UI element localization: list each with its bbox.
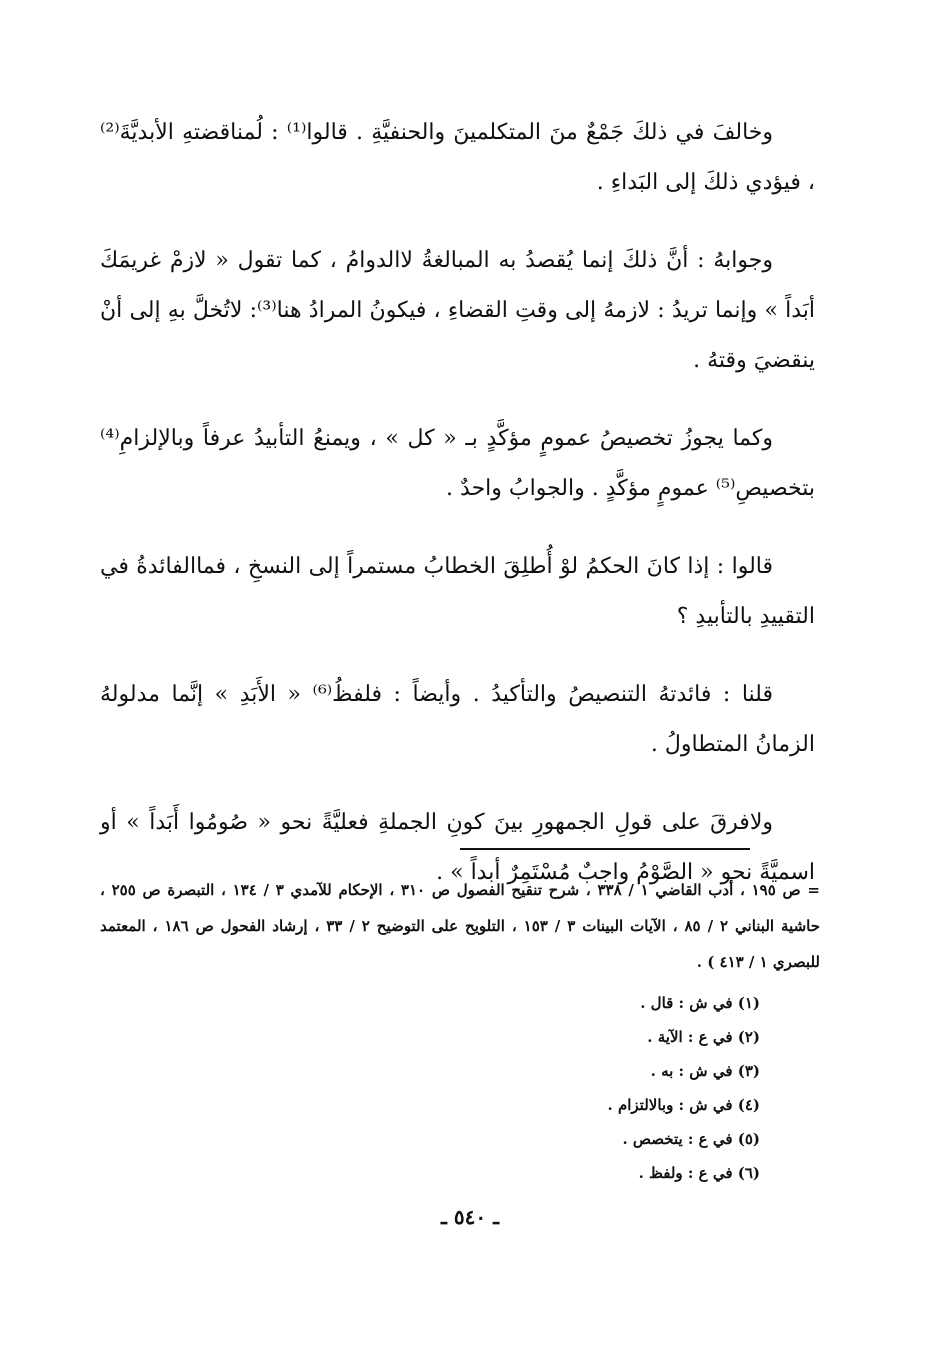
paragraph-5: قلنا : فائدتهُ التنصيصُ والتأكيدُ . وأيضاً : فلفظُ⁽⁶⁾ « الأَبَدِ » إنَّما مدلولهُ الزمانُ المتطاولُ . <box>100 682 815 757</box>
paragraph-2: وجوابهُ : أنَّ ذلكَ إنما يُقصدُ به المبالغةُ لاالدوامُ ، كما تقول « لازمْ غريمَكَ أبَداً » وإنما تريدُ : لازمهُ إلى وقتِ القضاءِ ، فيكونُ المرادُ هنا⁽³⁾: لاتُخلَّ بهِ إلى أنْ ينقضيَ وقتهُ . <box>100 248 815 373</box>
paragraph-3: وكما يجوزُ تخصيصُ عمومٍ مؤكَّدٍ بـ « كل » ، ويمنعُ التأبيدُ عرفاً وبالإلزامِ⁽⁴⁾ بتخصيصِ⁽⁵⁾ عمومٍ مؤكَّدٍ . والجوابُ واحدٌ . <box>100 426 815 501</box>
paragraph-1: وخالفَ في ذلكَ جَمْعٌ منَ المتكلمينَ والحنفيَّةِ . قالوا⁽¹⁾ : لُمناقضتهِ الأبديَّةَ⁽²⁾ ، فيؤدي ذلكَ إلى البَداءِ . <box>100 120 815 195</box>
page-number: ـ ٥٤٠ ـ <box>441 1205 499 1229</box>
footnote-divider <box>460 848 750 850</box>
footnote-continuation: = ص ١٩٥ ، أدب القاضي ١ / ٣٣٨ ، شرح تنقيح الفصول ص ٣١٠ ، الإحكام للآمدي ٣ / ١٣٤ ، التبصرة ص ٢٥٥ ، حاشية البناني ٢ / ٨٥ ، الآيات البينات ٣ / ١٥٣ ، التلويح على التوضيح ٢ / ٣٣ ، إرشاد الفحول ص ١٨٦ ، المعتمد للبصري ١ / ٤١٣ ) . <box>100 881 820 971</box>
footnote-3: (٣) في ش : به . <box>650 1062 760 1080</box>
footnote-5: (٥) في ع : يتخصص . <box>622 1130 760 1148</box>
main-text <box>100 108 815 926</box>
paragraph-4: قالوا : إذا كانَ الحكمُ لوْ أُطلِقَ الخطابُ مستمراً إلى النسخِ ، فماالفائدةُ في التقييدِ بالتأبيدِ ؟ <box>100 554 815 629</box>
paragraph-6: ولافرقَ على قولِ الجمهورِ بينَ كونِ الجملةِ فعليَّةً نحو « صُومُوا أَبَداً » أو اسميَّةً نحو « الصَّوْمُ واجبٌ مُسْتَمِرٌ أبداً » . <box>100 810 815 885</box>
footnote-6: (٦) في ع : ولفظ . <box>638 1164 760 1182</box>
footnote-4: (٤) في ش : وبالالتزام . <box>607 1096 760 1114</box>
footnotes <box>100 872 820 1190</box>
footnote-2: (٢) في ع : الآية . <box>647 1028 760 1046</box>
footnote-list <box>100 986 820 1190</box>
footnote-1: (١) في ش : قال . <box>640 994 760 1012</box>
